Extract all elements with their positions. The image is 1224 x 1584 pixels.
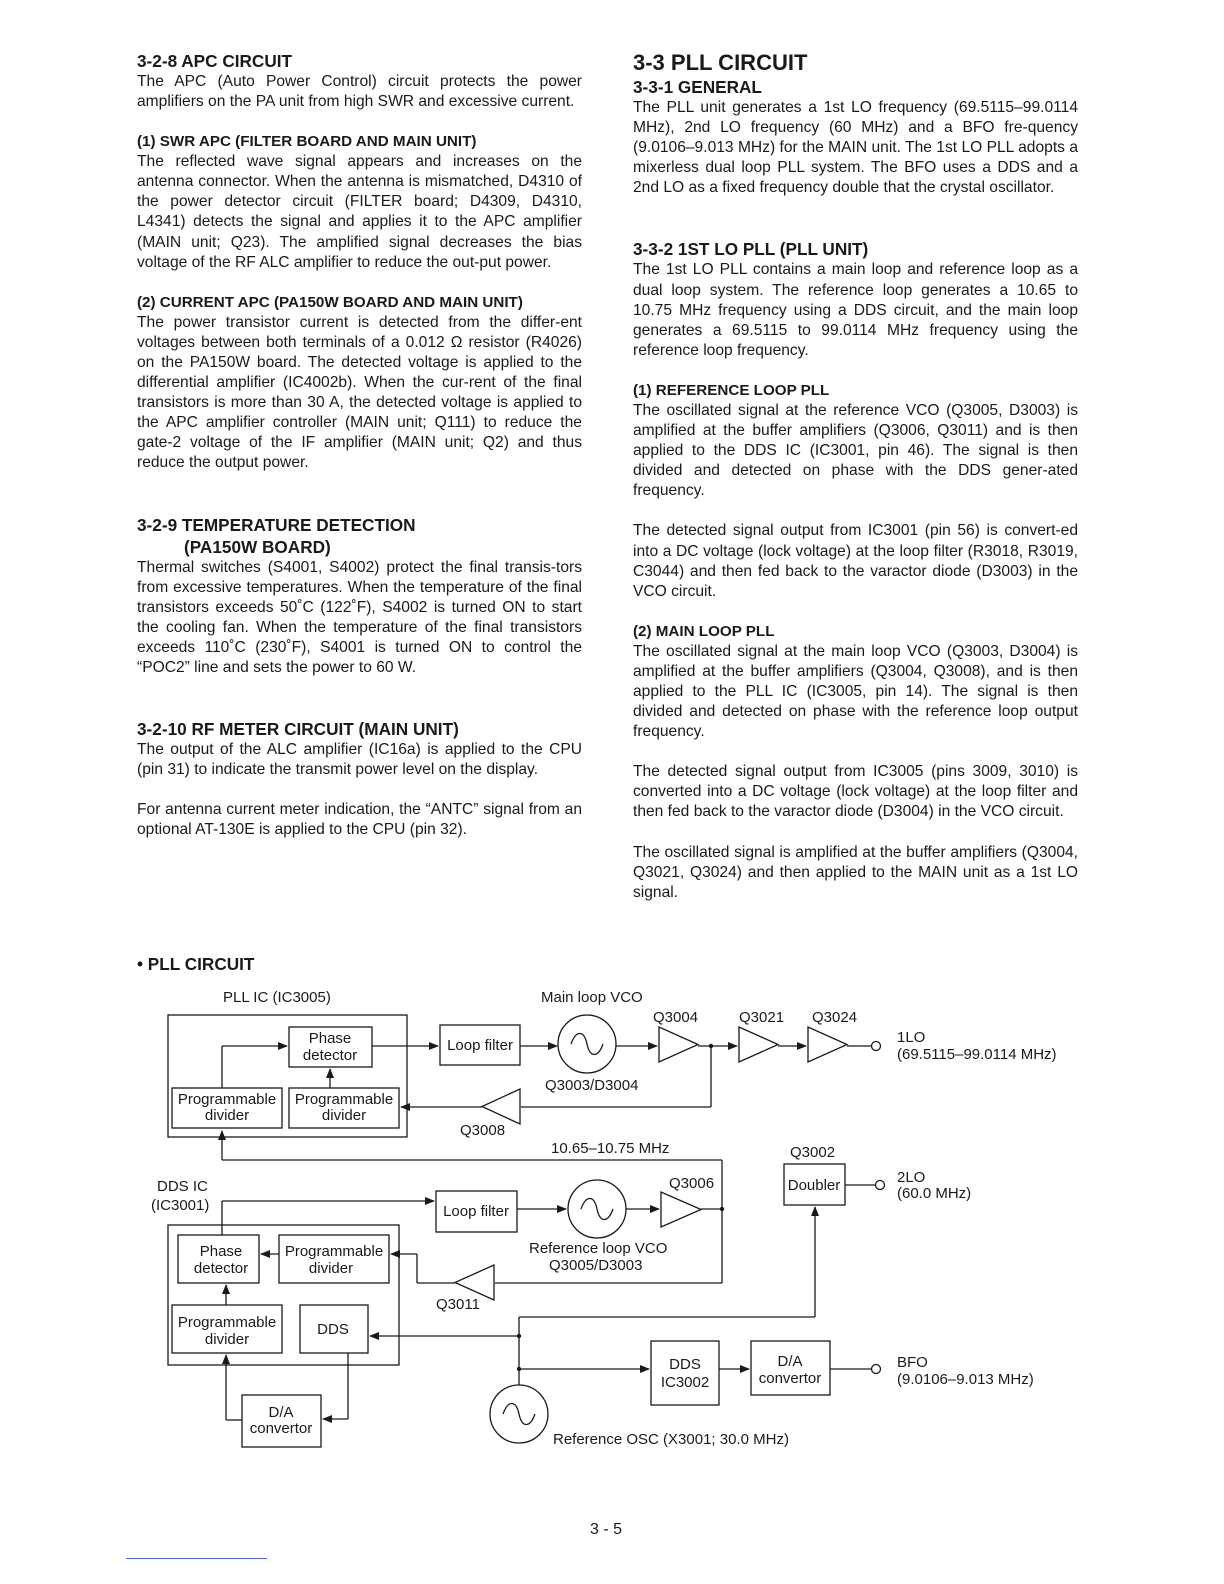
pll-ic-label: PLL IC (IC3005) (223, 989, 331, 1006)
apc-heading: 3-2-8 APC CIRCUIT (137, 51, 293, 71)
da-label-ref: D/A (268, 1404, 294, 1421)
lo1-output-terminal (872, 1042, 881, 1051)
dds-ic3002-label-2: IC3002 (660, 1374, 710, 1391)
q3021-amp (739, 1027, 778, 1062)
convertor-label-ref: convertor (249, 1420, 313, 1437)
bfo-freq-label: (9.0106–9.013 MHz) (897, 1371, 1034, 1388)
q3005-d3003-label: Q3005/D3003 (549, 1257, 643, 1274)
q3021-label: Q3021 (739, 1009, 785, 1026)
swr-apc-heading: (1) SWR APC (FILTER BOARD AND MAIN UNIT) (137, 133, 477, 151)
detector-label-ref: detector (193, 1260, 249, 1277)
reference-loop-heading: (1) REFERENCE LOOP PLL (633, 381, 830, 399)
dds-ic-label: DDS IC (157, 1178, 208, 1195)
loop-filter-label-ref: Loop filter (443, 1203, 509, 1220)
q3004-label: Q3004 (653, 1009, 699, 1026)
q3011-label: Q3011 (436, 1296, 480, 1313)
bfo-output-terminal (872, 1365, 881, 1374)
loop-filter-label-main: Loop filter (447, 1037, 513, 1054)
q3024-label: Q3024 (812, 1009, 858, 1026)
q3004-amp (659, 1027, 698, 1062)
lo1-freq-label: (69.5115–99.0114 MHz) (897, 1046, 1057, 1063)
dds-ic3002-label-1: DDS (669, 1356, 701, 1373)
first-lo-heading: 3-3-2 1ST LO PLL (PLL UNIT) (633, 239, 869, 260)
divider-label-ref-1: divider (308, 1260, 354, 1277)
main-loop-body-2: The detected signal output from IC3005 (pins 3009, 3010) is converted into a DC voltage (lock voltage) at the loop filter and then fed back to the varactor diode (D3004) in the VCO circuit. (633, 763, 1078, 821)
temp-heading: 3-2-9 TEMPERATURE DETECTION (137, 514, 416, 535)
dds-ic3002-block (651, 1341, 719, 1405)
ic3001-label: (IC3001) (151, 1197, 210, 1214)
q3006-amp (661, 1192, 701, 1227)
prog-label-main-1: Programmable (177, 1091, 277, 1108)
da-label-bfo: D/A (777, 1353, 803, 1370)
q3008-label: Q3008 (460, 1122, 506, 1139)
lo1-label: 1LO (897, 1029, 926, 1046)
general-body: The PLL unit generates a 1st LO frequency (69.5115–99.0114 MHz), 2nd LO frequency (60 MHz) and a BFO fre-quency (9.0106–9.013 MHz) for the MAIN unit. The 1st LO PLL adopts a mixerless dual loop PLL system. The BFO uses a DDS and a 2nd LO as a fixed frequency double that the crystal oscillator. (633, 99, 1078, 197)
lo2-label: 2LO (897, 1169, 926, 1186)
q3006-label: Q3006 (669, 1175, 715, 1192)
swr-apc-body: The reflected wave signal appears and increases on the antenna connector. When the antenna is mismatched, D4310 of the power detector circuit (FILTER board; D4309, D4310, L4341) detects the signal and applies it to the APC amplifier (MAIN unit; Q23). The amplified signal decreases the bias voltage of the RF ALC amplifier to reduce the out-put power. (137, 153, 582, 271)
detector-label-main: detector (302, 1047, 358, 1064)
ref-vco-label: Reference loop VCO (529, 1240, 668, 1257)
bfo-label: BFO (897, 1354, 928, 1371)
temp-body: Thermal switches (S4001, S4002) protect the final transis-tors from excessive temperatures. When the temperature of the final transistors exceeds 50˚C (122˚F), S4002 is turned ON to start the cooling fan. When the temperature of the final transistors exceeds 110˚C (230˚F), S4001 is turned ON to control the “POC2” line and sets the power to 60 W. (137, 558, 582, 676)
reference-loop-body-1: The oscillated signal at the reference VCO (Q3005, D3003) is amplified at the buffer amplifiers (Q3006, Q3011) and is then applied to the DDS IC (IC3001, pin 46). The signal is then divided and detected on phase with the DDS gener-ated frequency. (633, 401, 1078, 500)
ref-freq-label: 10.65–10.75 MHz (551, 1140, 670, 1157)
general-heading: 3-3-1 GENERAL (633, 77, 762, 97)
lo2-output-terminal (876, 1181, 885, 1190)
prog-label-ref-2: Programmable (177, 1314, 277, 1331)
rf-meter-body-2: For antenna current meter indication, the “ANTC” signal from an optional AT-130E is applied to the CPU (pin 32). (137, 801, 582, 839)
convertor-label-bfo: convertor (758, 1370, 822, 1387)
q3008-amp (482, 1089, 520, 1124)
q3002-label: Q3002 (790, 1144, 836, 1161)
divider-label-main-2: divider (321, 1107, 367, 1124)
rf-meter-heading: 3-2-10 RF METER CIRCUIT (MAIN UNIT) (137, 719, 459, 740)
current-apc-body: The power transistor current is detected from the differ-ent voltages between both terminals of a 0.012 Ω resistor (R4026) on the PA150W board. The detected voltage is applied to the differential amplifier (IC4002b). When the cur-rent of the final transistors is more than 30 A, the detected voltage is applied to the APC amplifier controller (MAIN unit; Q111) to reduce the gate-2 voltage of the IF amplifier (MAIN unit; Q2) and thus reduce the output power. (137, 313, 582, 472)
page-number: 3 - 5 (589, 1521, 622, 1538)
phase-label-ref: Phase (199, 1243, 243, 1260)
current-apc-heading: (2) CURRENT APC (PA150W BOARD AND MAIN UNIT) (137, 293, 523, 311)
footer-rule (126, 1558, 267, 1559)
apc-intro: The APC (Auto Power Control) circuit protects the power amplifiers on the PA unit from high SWR and excessive current. (137, 73, 582, 111)
q3024-amp (808, 1027, 847, 1062)
q3003-d3004-label: Q3003/D3004 (545, 1077, 639, 1094)
main-loop-body-1: The oscillated signal at the main loop VCO (Q3003, D3004) is amplified at the buffer amplifiers (Q3004, Q3008), and is then applied to the PLL IC (IC3005, pin 14). The signal is then divided and detected on phase with the reference loop output frequency. (633, 642, 1078, 741)
dds-label: DDS (317, 1321, 349, 1338)
main-vco-label: Main loop VCO (541, 989, 643, 1006)
lo2-freq-label: (60.0 MHz) (897, 1185, 972, 1202)
divider-label-ref-2: divider (204, 1331, 250, 1348)
phase-label-main: Phase (308, 1030, 352, 1047)
pll-section-heading: 3-3 PLL CIRCUIT (633, 50, 808, 75)
pll-ic-block (168, 1015, 407, 1137)
temp-heading-sub: (PA150W BOARD) (184, 536, 331, 557)
ref-osc-label: Reference OSC (X3001; 30.0 MHz) (553, 1431, 789, 1448)
doubler-label: Doubler (787, 1177, 841, 1194)
prog-label-ref-1: Programmable (284, 1243, 384, 1260)
q3011-amp (455, 1265, 494, 1300)
reference-loop-body-2: The detected signal output from IC3001 (pin 56) is convert-ed into a DC voltage (lock voltage) at the loop filter (R3018, R3019, C3044) and then fed back to the varactor diode (D3003) in the VCO circuit. (633, 522, 1078, 600)
main-loop-body-3: The oscillated signal is amplified at the buffer amplifiers (Q3004, Q3021, Q3024) and then applied to the MAIN unit as a 1st LO signal. (633, 843, 1078, 901)
first-lo-body: The 1st LO PLL contains a main loop and reference loop as a dual loop system. The reference loop generates a 10.65 to 10.75 MHz frequency using a DDS circuit, and the main loop generates a 69.5115 to 99.0114 MHz frequency using the reference loop frequency. (633, 261, 1078, 359)
main-loop-heading: (2) MAIN LOOP PLL (633, 622, 775, 640)
divider-label-main-1: divider (204, 1107, 250, 1124)
prog-label-main-2: Programmable (294, 1091, 394, 1108)
pll-diagram-title: • PLL CIRCUIT (137, 954, 255, 974)
rf-meter-body-1: The output of the ALC amplifier (IC16a) is applied to the CPU (pin 31) to indicate the transmit power level on the display. (137, 741, 582, 779)
